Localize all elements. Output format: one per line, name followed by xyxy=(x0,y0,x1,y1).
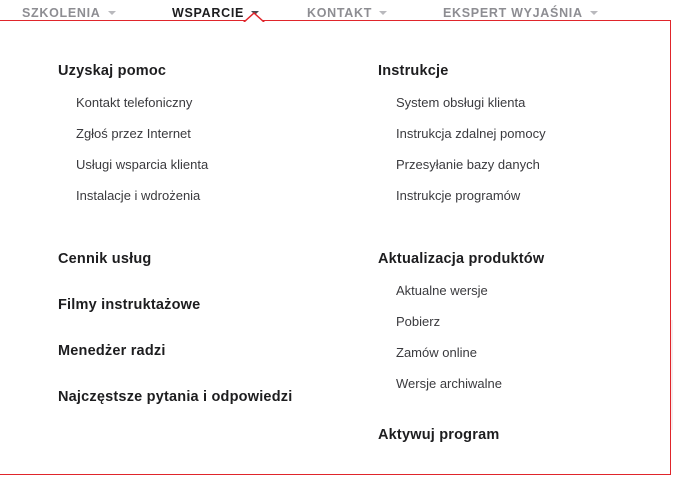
group-heading-uzyskaj-pomoc[interactable]: Uzyskaj pomoc xyxy=(58,63,167,79)
link-zamow-online[interactable]: Zamów online xyxy=(396,345,477,360)
link-przesylanie-bazy-danych[interactable]: Przesyłanie bazy danych xyxy=(396,157,540,172)
nav-item-label: EKSPERT WYJAŚNIA xyxy=(443,6,583,20)
group-uzyskaj-pomoc xyxy=(58,63,320,203)
group-heading-instrukcje[interactable]: Instrukcje xyxy=(378,63,449,79)
nav-item-label: KONTAKT xyxy=(307,6,373,20)
chevron-down-icon xyxy=(590,11,598,15)
nav-item-label: SZKOLENIA xyxy=(22,6,101,20)
link-pobierz[interactable]: Pobierz xyxy=(396,314,441,329)
nav-item-kontakt[interactable] xyxy=(307,6,387,20)
left-column-spacer xyxy=(58,219,320,251)
group-instrukcje xyxy=(378,63,671,203)
dropdown-pointer-arrow-inner xyxy=(244,14,264,23)
group-aktualizacja-produktow xyxy=(378,251,671,391)
dropdown-right-column xyxy=(320,21,671,475)
link-aktualne-wersje[interactable]: Aktualne wersje xyxy=(396,283,488,298)
link-instrukcje-programow[interactable]: Instrukcje programów xyxy=(396,188,521,203)
link-aktywuj-program[interactable]: Aktywuj program xyxy=(378,427,500,443)
link-menedzer-radzi[interactable]: Menedżer radzi xyxy=(58,343,166,359)
link-kontakt-telefoniczny[interactable]: Kontakt telefoniczny xyxy=(76,95,193,110)
chevron-down-icon xyxy=(379,11,387,15)
link-cennik-uslug[interactable]: Cennik usług xyxy=(58,251,152,267)
link-instalacje-i-wdrozenia[interactable]: Instalacje i wdrożenia xyxy=(76,188,201,203)
group-heading-aktualizacja-produktow[interactable]: Aktualizacja produktów xyxy=(378,251,545,267)
nav-item-label: WSPARCIE xyxy=(172,6,245,20)
chevron-down-icon xyxy=(108,11,116,15)
nav-item-szkolenia[interactable] xyxy=(22,6,116,20)
wsparcie-dropdown-panel xyxy=(0,20,671,475)
link-najczestsze-pytania-i-odpowiedzi[interactable]: Najczęstsze pytania i odpowiedzi xyxy=(58,389,293,405)
link-instrukcja-zdalnej-pomocy[interactable]: Instrukcja zdalnej pomocy xyxy=(396,126,546,141)
right-column-spacer xyxy=(378,219,671,251)
link-system-obslugi-klienta[interactable]: System obsługi klienta xyxy=(396,95,526,110)
link-zglos-przez-internet[interactable]: Zgłoś przez Internet xyxy=(76,126,191,141)
nav-item-ekspert-wyjasnia[interactable] xyxy=(443,6,598,20)
link-filmy-instruktazowe[interactable]: Filmy instruktażowe xyxy=(58,297,201,313)
link-uslugi-wsparcia-klienta[interactable]: Usługi wsparcia klienta xyxy=(76,157,209,172)
right-column-spacer-2 xyxy=(378,407,671,427)
dropdown-left-column xyxy=(0,21,320,475)
link-wersje-archiwalne[interactable]: Wersje archiwalne xyxy=(396,376,502,391)
